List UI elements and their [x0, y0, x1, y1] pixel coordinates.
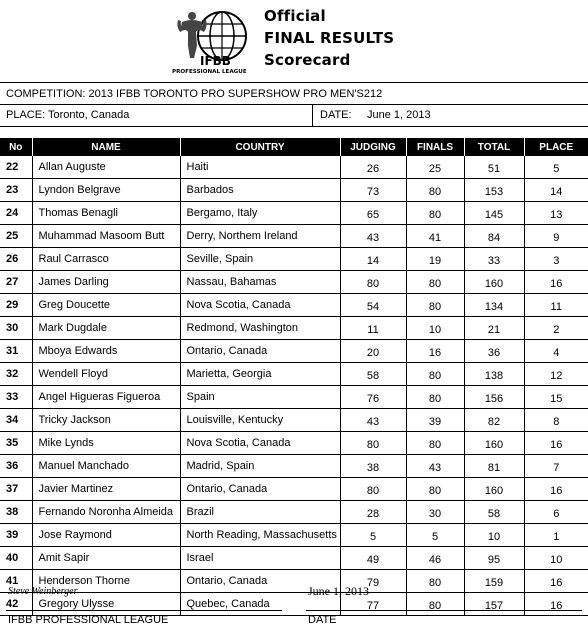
cell-name: Allan Auguste — [32, 156, 180, 179]
cell-no: 42 — [0, 593, 32, 616]
logo-text: IFBB — [200, 54, 231, 68]
cell-judging: 65 — [340, 202, 406, 225]
cell-finals: 80 — [406, 202, 464, 225]
table-header-row — [0, 138, 588, 156]
cell-no: 24 — [0, 202, 32, 225]
cell-no: 25 — [0, 225, 32, 248]
cell-total: 36 — [464, 340, 524, 363]
competition-row — [0, 83, 588, 105]
cell-name: Mark Dugdale — [32, 317, 180, 340]
cell-no: 41 — [0, 570, 32, 593]
date-value: June 1, 2013 — [367, 109, 431, 121]
cell-no: 38 — [0, 501, 32, 524]
cell-place: 16 — [524, 432, 588, 455]
cell-place: 7 — [524, 455, 588, 478]
cell-country: Nova Scotia, Canada — [180, 432, 340, 455]
cell-judging: 43 — [340, 409, 406, 432]
cell-total: 159 — [464, 570, 524, 593]
table-row — [0, 593, 588, 616]
table-row — [0, 455, 588, 478]
cell-place: 16 — [524, 478, 588, 501]
cell-total: 95 — [464, 547, 524, 570]
cell-place: 2 — [524, 317, 588, 340]
cell-place: 1 — [524, 524, 588, 547]
cell-finals: 25 — [406, 156, 464, 179]
table-row — [0, 271, 588, 294]
cell-total: 160 — [464, 478, 524, 501]
cell-total: 160 — [464, 432, 524, 455]
title-official: Official — [264, 7, 326, 25]
cell-total: 84 — [464, 225, 524, 248]
cell-country: Redmond, Washington — [180, 317, 340, 340]
cell-name: Mboya Edwards — [32, 340, 180, 363]
cell-country: Spain — [180, 386, 340, 409]
date-label: DATE: — [320, 109, 352, 121]
cell-name: Henderson Thorne — [32, 570, 180, 593]
table-row — [0, 432, 588, 455]
cell-no: 27 — [0, 271, 32, 294]
cell-total: 58 — [464, 501, 524, 524]
cell-no: 36 — [0, 455, 32, 478]
place-date-divider — [312, 104, 313, 126]
cell-finals: 80 — [406, 478, 464, 501]
cell-place: 16 — [524, 271, 588, 294]
cell-total: 81 — [464, 455, 524, 478]
cell-country: Ontario, Canada — [180, 340, 340, 363]
cell-judging: 38 — [340, 455, 406, 478]
cell-name: James Darling — [32, 271, 180, 294]
cell-judging: 11 — [340, 317, 406, 340]
cell-country: Seville, Spain — [180, 248, 340, 271]
cell-no: 34 — [0, 409, 32, 432]
cell-country: Nassau, Bahamas — [180, 271, 340, 294]
cell-country: Haiti — [180, 156, 340, 179]
table-row — [0, 501, 588, 524]
cell-total: 157 — [464, 593, 524, 616]
footer-date-label: DATE — [308, 614, 337, 626]
col-header-no: No — [0, 138, 32, 156]
cell-judging: 14 — [340, 248, 406, 271]
cell-no: 33 — [0, 386, 32, 409]
cell-name: Manuel Manchado — [32, 455, 180, 478]
col-header-finals: FINALS — [406, 138, 464, 156]
cell-total: 156 — [464, 386, 524, 409]
cell-total: 33 — [464, 248, 524, 271]
cell-country: Quebec, Canada — [180, 593, 340, 616]
cell-country: Marietta, Georgia — [180, 363, 340, 386]
cell-no: 26 — [0, 248, 32, 271]
cell-total: 145 — [464, 202, 524, 225]
cell-judging: 77 — [340, 593, 406, 616]
cell-no: 32 — [0, 363, 32, 386]
cell-no: 23 — [0, 179, 32, 202]
cell-finals: 80 — [406, 432, 464, 455]
table-row — [0, 478, 588, 501]
table-row — [0, 294, 588, 317]
cell-finals: 19 — [406, 248, 464, 271]
col-header-judging: JUDGING — [340, 138, 406, 156]
cell-judging: 80 — [340, 271, 406, 294]
cell-name: Fernando Noronha Almeida — [32, 501, 180, 524]
cell-country: Louisville, Kentucky — [180, 409, 340, 432]
cell-total: 134 — [464, 294, 524, 317]
cell-place: 11 — [524, 294, 588, 317]
globe-icon — [198, 12, 246, 60]
cell-no: 40 — [0, 547, 32, 570]
table-row — [0, 570, 588, 593]
cell-judging: 76 — [340, 386, 406, 409]
cell-finals: 80 — [406, 593, 464, 616]
cell-judging: 80 — [340, 432, 406, 455]
title-final-results: FINAL RESULTS — [264, 29, 395, 47]
cell-total: 51 — [464, 156, 524, 179]
cell-judging: 20 — [340, 340, 406, 363]
cell-no: 30 — [0, 317, 32, 340]
cell-place: 9 — [524, 225, 588, 248]
cell-total: 21 — [464, 317, 524, 340]
place-date-row — [0, 104, 588, 126]
cell-finals: 80 — [406, 386, 464, 409]
cell-country: Ontario, Canada — [180, 478, 340, 501]
table-row — [0, 386, 588, 409]
title-scorecard: Scorecard — [264, 51, 351, 69]
table-row — [0, 524, 588, 547]
cell-name: Angel Higueras Figueroa — [32, 386, 180, 409]
cell-name: Wendell Floyd — [32, 363, 180, 386]
table-row — [0, 547, 588, 570]
org-label: IFBB PROFESSIONAL LEAGUE — [8, 614, 169, 626]
cell-total: 138 — [464, 363, 524, 386]
table-row — [0, 409, 588, 432]
cell-place: 10 — [524, 547, 588, 570]
cell-judging: 54 — [340, 294, 406, 317]
cell-finals: 16 — [406, 340, 464, 363]
results-body — [0, 156, 588, 616]
cell-judging: 80 — [340, 478, 406, 501]
cell-finals: 80 — [406, 179, 464, 202]
cell-finals: 80 — [406, 363, 464, 386]
cell-place: 6 — [524, 501, 588, 524]
cell-place: 16 — [524, 570, 588, 593]
col-header-name: NAME — [32, 138, 180, 156]
cell-judging: 73 — [340, 179, 406, 202]
table-row — [0, 156, 588, 179]
cell-finals: 39 — [406, 409, 464, 432]
cell-judging: 28 — [340, 501, 406, 524]
cell-country: Ontario, Canada — [180, 570, 340, 593]
cell-place: 5 — [524, 156, 588, 179]
cell-name: Javier Martinez — [32, 478, 180, 501]
cell-total: 10 — [464, 524, 524, 547]
cell-judging: 58 — [340, 363, 406, 386]
cell-total: 160 — [464, 271, 524, 294]
cell-no: 29 — [0, 294, 32, 317]
cell-finals: 30 — [406, 501, 464, 524]
cell-no: 37 — [0, 478, 32, 501]
cell-no: 39 — [0, 524, 32, 547]
logo-subtext: PROFESSIONAL LEAGUE — [172, 69, 247, 74]
table-row — [0, 340, 588, 363]
cell-country: Brazil — [180, 501, 340, 524]
cell-name: Raul Carrasco — [32, 248, 180, 271]
cell-total: 82 — [464, 409, 524, 432]
cell-country: Nova Scotia, Canada — [180, 294, 340, 317]
cell-finals: 80 — [406, 271, 464, 294]
cell-no: 22 — [0, 156, 32, 179]
cell-country: Israel — [180, 547, 340, 570]
cell-place: 4 — [524, 340, 588, 363]
cell-judging: 49 — [340, 547, 406, 570]
cell-country: Barbados — [180, 179, 340, 202]
cell-no: 35 — [0, 432, 32, 455]
cell-place: 16 — [524, 593, 588, 616]
col-header-total: TOTAL — [464, 138, 524, 156]
place-text: PLACE: Toronto, Canada — [6, 109, 130, 121]
ifbb-logo — [170, 6, 258, 74]
table-row — [0, 317, 588, 340]
date-line — [306, 610, 582, 611]
competition-text: COMPETITION: 2013 IFBB TORONTO PRO SUPERSHOW PRO MEN'S212 — [6, 88, 383, 100]
cell-place: 14 — [524, 179, 588, 202]
cell-judging: 5 — [340, 524, 406, 547]
cell-finals: 5 — [406, 524, 464, 547]
cell-total: 153 — [464, 179, 524, 202]
cell-name: Mike Lynds — [32, 432, 180, 455]
table-row — [0, 248, 588, 271]
cell-name: Amit Sapir — [32, 547, 180, 570]
cell-judging: 26 — [340, 156, 406, 179]
table-row — [0, 225, 588, 248]
cell-name: Gregory Ulysse — [32, 593, 180, 616]
cell-finals: 80 — [406, 294, 464, 317]
cell-name: Jose Raymond — [32, 524, 180, 547]
cell-name: Tricky Jackson — [32, 409, 180, 432]
cell-no: 31 — [0, 340, 32, 363]
cell-name: Lyndon Belgrave — [32, 179, 180, 202]
divider-bottom — [0, 126, 588, 127]
col-header-place: PLACE — [524, 138, 588, 156]
cell-place: 8 — [524, 409, 588, 432]
cell-country: Bergamo, Italy — [180, 202, 340, 225]
signature-line — [6, 610, 282, 611]
cell-name: Thomas Benagli — [32, 202, 180, 225]
cell-name: Greg Doucette — [32, 294, 180, 317]
cell-name: Muhammad Masoom Butt — [32, 225, 180, 248]
cell-finals: 46 — [406, 547, 464, 570]
table-row — [0, 202, 588, 225]
results-table — [0, 138, 588, 616]
cell-judging: 79 — [340, 570, 406, 593]
cell-place: 3 — [524, 248, 588, 271]
signature-name: Steve Weinberger — [8, 586, 78, 597]
cell-country: Derry, Northem Ireland — [180, 225, 340, 248]
col-header-country: COUNTRY — [180, 138, 340, 156]
cell-finals: 43 — [406, 455, 464, 478]
footer-date-value: June 1, 2013 — [308, 584, 369, 598]
table-row — [0, 179, 588, 202]
cell-country: Madrid, Spain — [180, 455, 340, 478]
cell-finals: 80 — [406, 570, 464, 593]
cell-finals: 10 — [406, 317, 464, 340]
cell-country: North Reading, Massachusetts — [180, 524, 340, 547]
cell-finals: 41 — [406, 225, 464, 248]
cell-place: 15 — [524, 386, 588, 409]
cell-place: 12 — [524, 363, 588, 386]
table-row — [0, 363, 588, 386]
cell-place: 13 — [524, 202, 588, 225]
cell-judging: 43 — [340, 225, 406, 248]
